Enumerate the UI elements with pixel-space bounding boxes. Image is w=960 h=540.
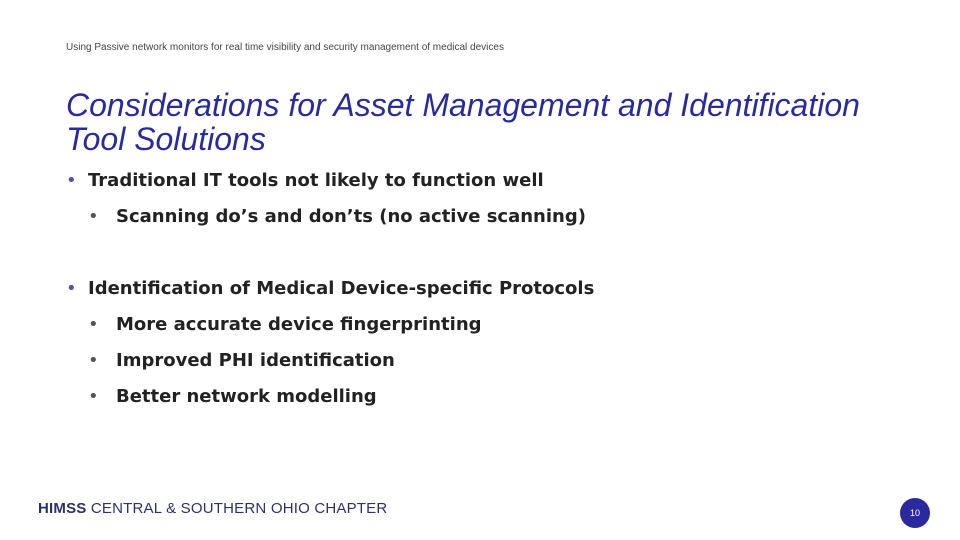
bullet-dot-icon: • xyxy=(88,350,99,371)
bullet-dot-icon: • xyxy=(88,386,99,407)
slide-title: Considerations for Asset Management and Identification Tool Solutions xyxy=(66,87,860,157)
logo-brand: HIMSS xyxy=(38,500,87,517)
logo-chapter-name: CENTRAL & SOUTHERN OHIO CHAPTER xyxy=(90,500,388,517)
bullet-dot-icon: • xyxy=(66,170,77,191)
bullet-item xyxy=(66,170,544,191)
footer-logo xyxy=(38,500,387,517)
header-subtitle: Using Passive network monitors for real time visibility and security management of medical devices xyxy=(66,42,504,53)
bullet-text: Traditional IT tools not likely to function well xyxy=(88,170,544,191)
sub-bullet-item xyxy=(88,350,395,371)
bullet-text: Identification of Medical Device-specific Protocols xyxy=(88,278,595,299)
page-number: 10 xyxy=(909,508,920,518)
bullet-dot-icon: • xyxy=(88,314,99,335)
sub-bullet-item xyxy=(88,386,377,407)
sub-bullet-text: Scanning do’s and don’ts (no active scanning) xyxy=(116,206,586,227)
sub-bullet-item xyxy=(88,206,586,227)
page-number-badge xyxy=(900,498,930,528)
sub-bullet-text: Better network modelling xyxy=(116,386,377,407)
sub-bullet-text: More accurate device fingerprinting xyxy=(116,314,482,335)
bullet-item xyxy=(66,278,594,299)
sub-bullet-item xyxy=(88,314,482,335)
sub-bullet-text: Improved PHI identification xyxy=(116,350,395,371)
bullet-dot-icon: • xyxy=(88,206,99,227)
bullet-dot-icon: • xyxy=(66,278,77,299)
